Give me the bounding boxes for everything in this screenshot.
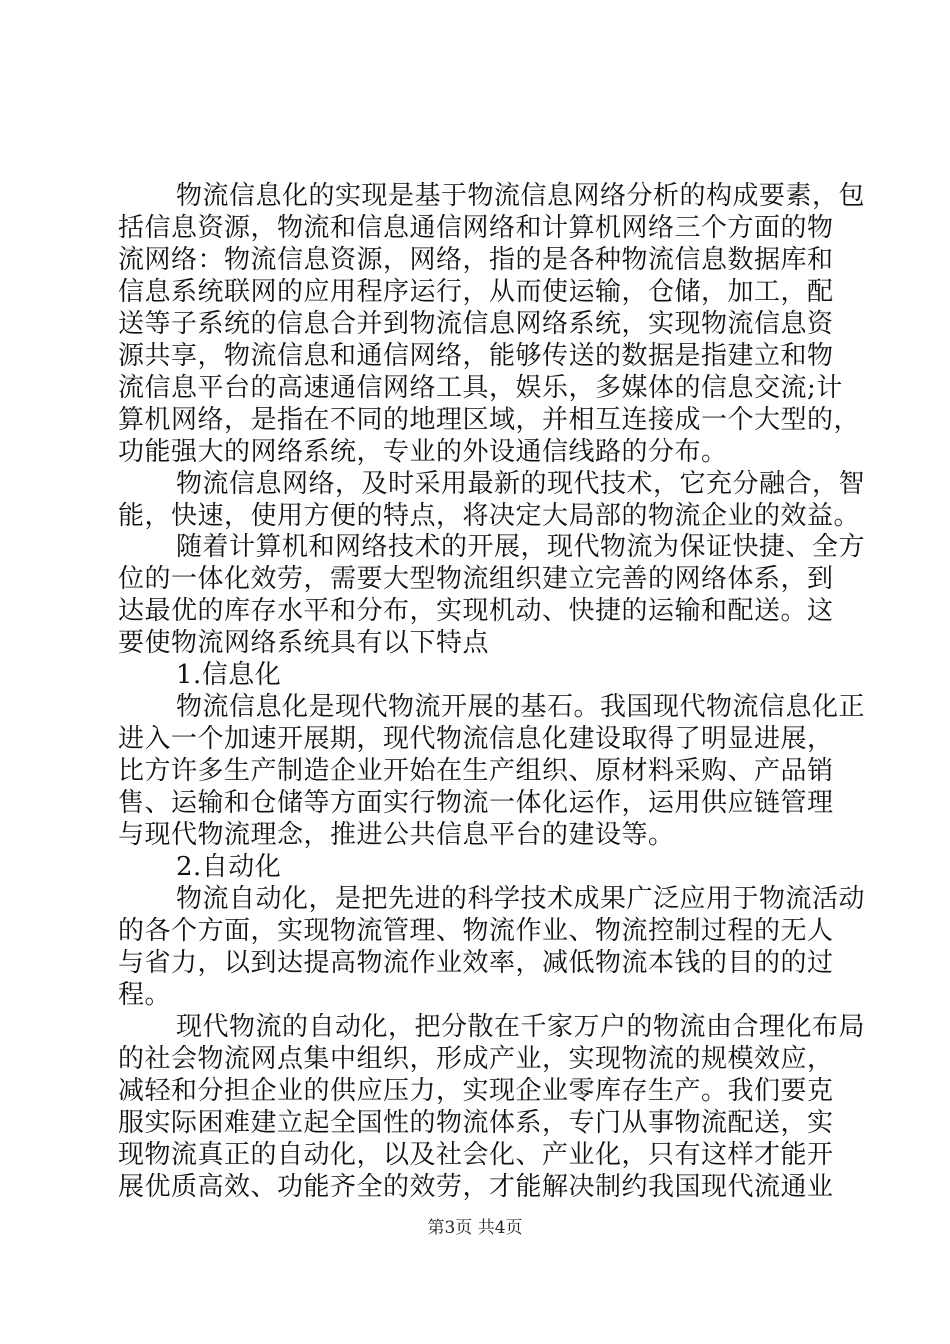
text-line: 送等子系统的信息合并到物流信息网络系统，实现物流信息资 [118,309,834,339]
text-line: 流网络：物流信息资源，网络，指的是各种物流信息数据库和 [118,245,834,275]
text-line: 服实际困难建立起全国性的物流体系，专门从事物流配送，实 [118,1108,834,1138]
text-line: 达最优的库存水平和分布，实现机动、快捷的运输和配送。这 [118,596,834,626]
page-number-footer: 第3页 共4页 [427,1218,523,1238]
text-line: 信息系统联网的应用程序运行，从而使运输，仓储，加工，配 [118,277,834,307]
text-line: 进入一个加速开展期，现代物流信息化建设取得了明显进展， [118,724,834,754]
text-line: 位的一体化效劳，需要大型物流组织建立完善的网络体系，到 [118,564,834,594]
text-line: 括信息资源，物流和信息通信网络和计算机网络三个方面的物 [118,213,834,243]
text-line: 减轻和分担企业的供应压力，实现企业零库存生产。我们要克 [118,1076,834,1106]
text-line: 与现代物流理念，推进公共信息平台的建设等。 [118,820,675,850]
text-line: 的社会物流网点集中组织，形成产业，实现物流的规模效应， [118,1044,834,1074]
text-line: 现物流真正的自动化，以及社会化、产业化，只有这样才能开 [118,1140,834,1170]
section-heading: 2.自动化 [176,852,282,882]
text-line: 展优质高效、功能齐全的效劳，才能解决制约我国现代流通业 [118,1172,834,1202]
text-line: 物流信息化是现代物流开展的基石。我国现代物流信息化正 [176,692,866,722]
text-line: 售、运输和仓储等方面实行物流一体化运作，运用供应链管理 [118,788,834,818]
text-line: 流信息平台的高速通信网络工具，娱乐，多媒体的信息交流;计 [118,373,843,403]
text-line: 物流信息化的实现是基于物流信息网络分析的构成要素，包 [176,181,866,211]
text-line: 程。 [118,980,172,1010]
text-line: 能，快速，使用方便的特点，将决定大局部的物流企业的效益。 [118,501,861,531]
text-line: 物流信息网络，及时采用最新的现代技术，它充分融合，智 [176,469,866,499]
text-line: 物流自动化，是把先进的科学技术成果广泛应用于物流活动 [176,884,866,914]
text-line: 功能强大的网络系统，专业的外设通信线路的分布。 [118,437,728,467]
text-line: 比方许多生产制造企业开始在生产组织、原材料采购、产品销 [118,756,834,786]
text-line: 与省力，以到达提高物流作业效率，减低物流本钱的目的的过 [118,948,834,978]
text-line: 源共享，物流信息和通信网络，能够传送的数据是指建立和物 [118,341,834,371]
text-line: 的各个方面，实现物流管理、物流作业、物流控制过程的无人 [118,916,834,946]
text-line: 要使物流网络系统具有以下特点 [118,628,490,658]
section-heading: 1.信息化 [176,660,282,690]
text-line: 现代物流的自动化，把分散在千家万户的物流由合理化布局 [176,1012,866,1042]
text-line: 算机网络，是指在不同的地理区域，并相互连接成一个大型的， [118,405,861,435]
text-line: 随着计算机和网络技术的开展，现代物流为保证快捷、全方 [176,532,866,562]
